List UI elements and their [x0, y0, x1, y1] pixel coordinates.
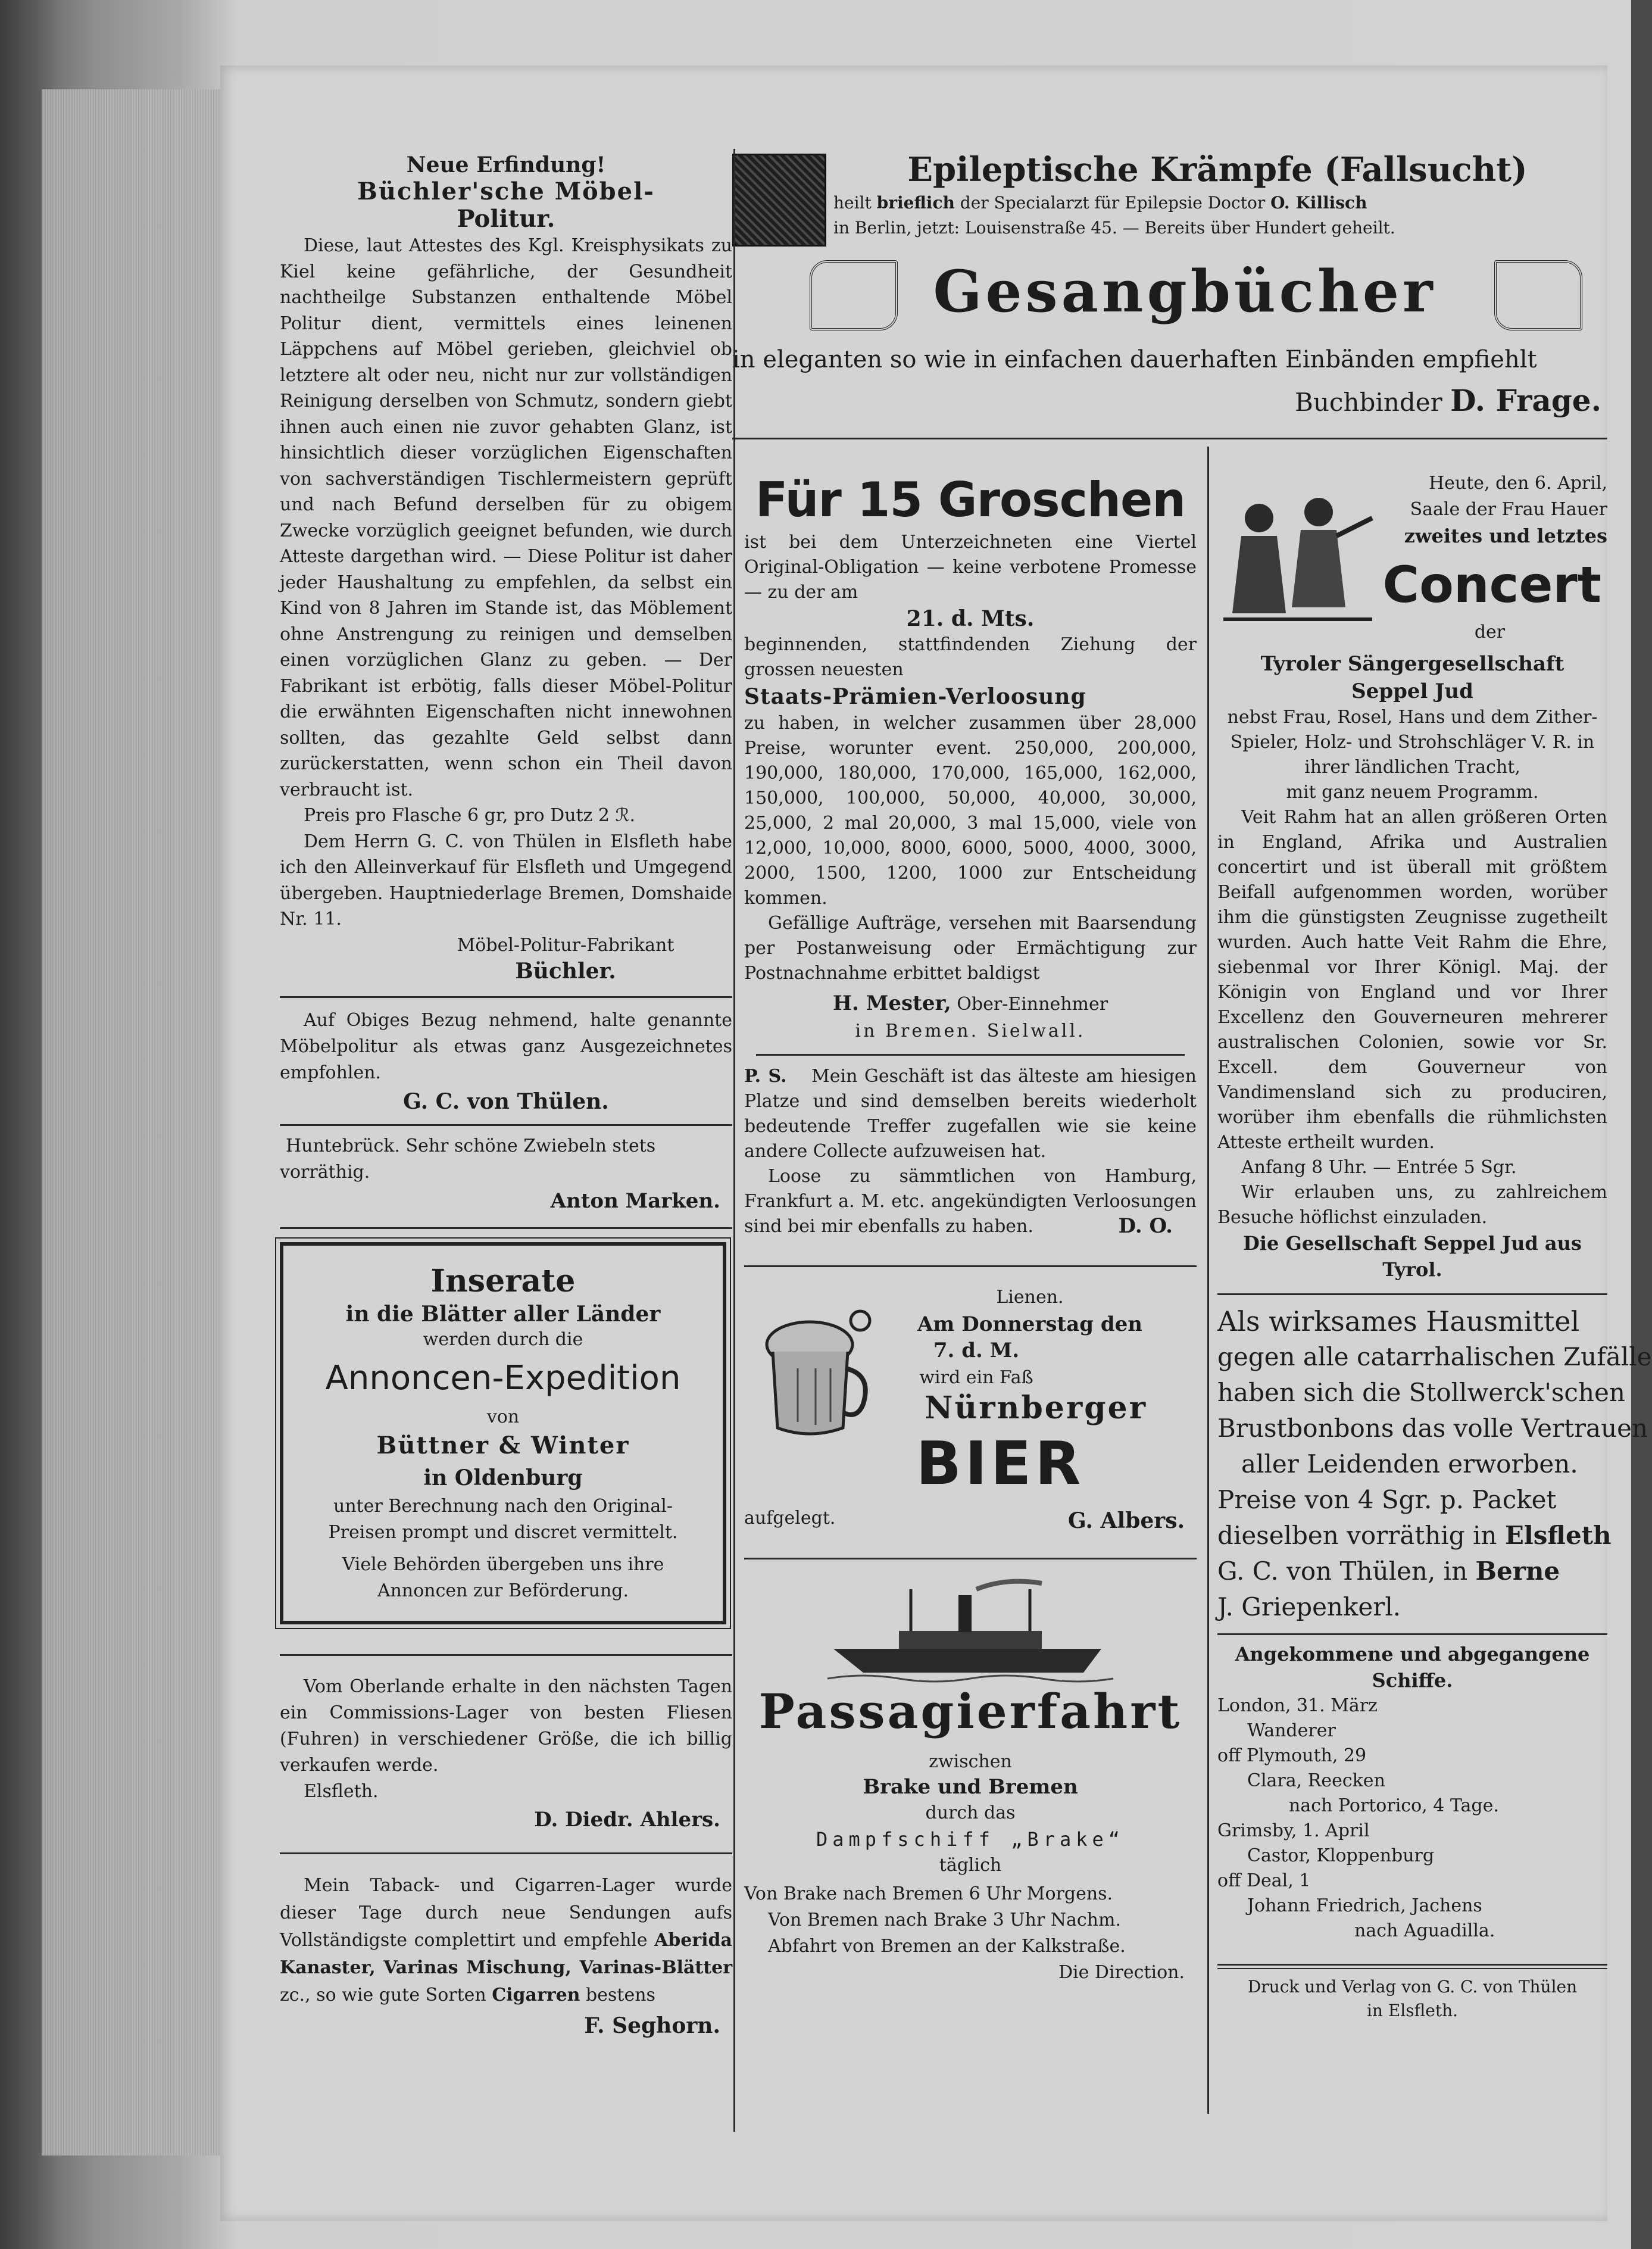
imprint	[1217, 1975, 1607, 2023]
ad-body-text: bestens	[586, 1984, 655, 2005]
ad-line: gegen alle catarrhalischen Zufälle	[1217, 1342, 1652, 1371]
annoncen-expedition-ad	[280, 1242, 726, 1624]
column-middle	[744, 470, 1197, 2072]
ad-group: Tyroler Sängergesellschaft	[1260, 652, 1564, 676]
ad-date: 21. d. Mts.	[906, 606, 1035, 631]
ad-body: zu haben, in welcher zusammen über 28,000 Preise, worunter event. 250,000, 200,000, 190,000, 180,000, 170,000, 165,000, 162,000, 150,000, 100,000, 50,000, 40,000, 30,000, 25,000, 2 mal 20,000, 3 mal 15,000, viele von 12,000, 10,000, 8000, 6000, 5000, 4000, 3000, 2000, 1500, 1200, 1000 zur Entscheidung kommen.	[744, 713, 1197, 909]
ad-body: unter Berechnung nach den Original-Preisen prompt und discret vermittelt.	[328, 1495, 678, 1543]
ad-line: täglich	[939, 1855, 1002, 1876]
divider	[744, 1265, 1197, 1267]
column-right	[1217, 470, 1652, 2023]
ad-line: der	[1474, 622, 1506, 642]
ship-entry: Castor, Kloppenburg	[1247, 1845, 1435, 1866]
ad-heading: Neue Erfindung!	[406, 152, 606, 177]
ship-arrivals	[1217, 1641, 1607, 1944]
ad-body-bold: brieflich	[876, 193, 955, 213]
thuelen-ad	[280, 1007, 732, 1117]
ad-heading: Passagierfahrt	[758, 1683, 1182, 1739]
ad-line-place: Elsfleth	[1504, 1521, 1612, 1550]
ship-entry: London, 31. März	[1217, 1695, 1378, 1716]
ad-line	[1217, 1518, 1612, 1554]
epilepsy-ad	[732, 149, 1607, 244]
ad-heading: Nürnberger	[924, 1390, 1148, 1426]
ad-body: in Berlin, jetzt: Louisenstraße 45. — Bereits über Hundert geheilt.	[833, 218, 1395, 238]
ad-signature-title: Möbel-Politur-Fabrikant	[457, 934, 674, 956]
ad-line-text: dieselben vorräthig in	[1217, 1521, 1497, 1550]
divider	[280, 1124, 732, 1126]
ad-signature: G. C. von Thülen.	[403, 1088, 609, 1114]
ship-entry: nach Aguadilla.	[1354, 1920, 1495, 1941]
ad-body: ist bei dem Unterzeichneten eine Viertel Original-Obligation — keine verbotene Promesse — zu der am	[744, 532, 1197, 603]
ad-body: mit ganz neuem Programm.	[1286, 782, 1539, 803]
divider	[280, 1654, 732, 1656]
ad-body: Vom Oberlande erhalte in den nächsten Tagen ein Commissions-Lager von besten Fliesen (Fuhren) in verschiedener Größe, die ich billig verkaufen werde.	[280, 1676, 732, 1776]
ship-entry: nach Portorico, 4 Tage.	[1289, 1795, 1499, 1816]
ad-firm: Büttner & Winter	[376, 1431, 630, 1459]
ad-line	[1217, 1554, 1607, 1589]
ad-signature: Anton Marken.	[550, 1189, 720, 1213]
epilepsy-text	[833, 149, 1601, 241]
fliesen-ad	[280, 1674, 732, 1835]
ad-line: Heute, den 6. April,	[1428, 473, 1607, 494]
ad-body: Anfang 8 Uhr. — Entrée 5 Sgr.	[1241, 1157, 1517, 1178]
ad-body-text: zc., so wie gute Sorten	[280, 1984, 486, 2005]
ad-body: in eleganten so wie in einfachen dauerhaften Einbänden empfiehlt	[732, 346, 1537, 373]
tyrolean-singers-icon	[1217, 494, 1378, 637]
ad-line: durch das	[925, 1802, 1016, 1823]
ad-schedule: Abfahrt von Bremen an der Kalkstraße.	[768, 1936, 1126, 1957]
ad-line: Als wirksames Hausmittel	[1217, 1305, 1580, 1337]
ad-line: wird ein Faß	[919, 1367, 1033, 1388]
gesangbuecher-ad	[732, 247, 1607, 461]
bier-ad	[744, 1285, 1197, 1541]
ad-signature: Die Gesellschaft Seppel Jud aus Tyrol.	[1243, 1232, 1582, 1281]
ad-place: in Oldenburg	[423, 1465, 583, 1490]
divider	[280, 1852, 732, 1854]
column-rule	[733, 149, 735, 2132]
ad-agency: Dem Herrn G. C. von Thülen in Elsfleth habe ich den Alleinverkauf für Elsfleth und Umgegend übergeben. Hauptniederlage Bremen, Domshaide Nr. 11.	[280, 831, 732, 929]
ad-line: 7. d. M.	[933, 1339, 1020, 1362]
ad-heading: Concert	[1382, 556, 1601, 614]
ad-postscript	[744, 1064, 1197, 1164]
ship-entry: off Deal, 1	[1217, 1870, 1311, 1891]
beer-mug-drawing	[756, 1309, 875, 1440]
concert-ad	[1217, 470, 1607, 1283]
ad-ps-text: Mein Geschäft ist das älteste am hiesigen Platze und sind demselben bereits wiederholt bedeutende Treffer zugefallen wie sie keine andere Collecte aufzuweisen hat.	[744, 1066, 1197, 1162]
ad-place: Lienen.	[996, 1287, 1064, 1308]
page-edges	[42, 89, 226, 2156]
ad-line: werden durch die	[423, 1328, 583, 1350]
ad-line: zwischen	[929, 1751, 1012, 1772]
ad-line: haben sich die Stollwerck'schen	[1217, 1378, 1625, 1407]
divider	[1217, 1293, 1607, 1295]
ad-body: Huntebrück. Sehr schöne Zwiebeln stets vorräthig.	[280, 1135, 656, 1183]
ad-heading: Gesangbücher	[933, 258, 1436, 325]
ad-body: nebst Frau, Rosel, Hans und dem Zither-Spieler, Holz- und Strohschläger V. R. in ihrer ländlichen Tracht,	[1227, 707, 1598, 778]
ad-ps-label: P. S.	[744, 1066, 787, 1087]
beer-mug-icon	[756, 1309, 875, 1440]
divider	[280, 996, 732, 998]
section-heading: Angekommene und abgegangene	[1235, 1643, 1590, 1665]
brustbonbons-ad	[1217, 1303, 1652, 1625]
ad-body: Viele Behörden übergeben uns ihre Annoncen zur Beförderung.	[342, 1554, 664, 1601]
ad-heading: Inserate	[430, 1262, 576, 1299]
ad-heading: Politur.	[457, 205, 555, 233]
ad-signature: Die Direction.	[1058, 1962, 1185, 1983]
imprint-line: in Elsfleth.	[1366, 2001, 1459, 2020]
zwiebeln-ad	[280, 1133, 732, 1216]
ad-line: aller Leidenden erworben.	[1241, 1449, 1578, 1478]
ad-line: Dampfschiff „Brake“	[816, 1828, 1125, 1851]
ad-body-text: der Specialarzt für Epilepsie Doctor	[960, 193, 1266, 213]
steamship-drawing	[827, 1577, 1113, 1685]
ad-line: Preise von 4 Sgr. p. Packet	[1217, 1485, 1557, 1514]
divider	[1217, 1964, 1607, 1966]
ad-heading: BIER	[916, 1428, 1085, 1498]
ad-line-place: Berne	[1475, 1556, 1560, 1586]
ornament-initial-icon	[732, 154, 826, 247]
ad-body: Auf Obiges Bezug nehmend, halte genannte Möbelpolitur als etwas ganz Ausgezeichnetes empfohlen.	[280, 1009, 732, 1083]
ship-entry: Clara, Reecken	[1247, 1770, 1385, 1791]
ad-place: Elsfleth.	[304, 1780, 379, 1802]
ad-line: in die Blätter aller Länder	[345, 1301, 661, 1327]
ornament-right-icon	[1494, 260, 1582, 330]
ad-signature-title: Buchbinder	[1295, 388, 1442, 417]
ad-line-text: G. C. von Thülen, in	[1217, 1556, 1468, 1586]
ad-leader: Seppel Jud	[1351, 679, 1473, 703]
ad-body-text: heilt	[833, 193, 872, 213]
passagierfahrt-ad	[744, 1571, 1197, 2072]
ship-entry: Grimsby, 1. April	[1217, 1820, 1370, 1841]
tyrolean-singers-drawing	[1217, 494, 1378, 637]
divider	[744, 1558, 1197, 1559]
ad-line: Am Donnerstag den	[917, 1312, 1142, 1336]
column-rule	[1207, 447, 1209, 2114]
ad-line: aufgelegt.	[744, 1508, 836, 1529]
divider	[1217, 1633, 1607, 1635]
ad-signature: D. Diedr. Ahlers.	[534, 1807, 720, 1832]
ad-heading: Büchler'sche Möbel-	[357, 177, 655, 205]
ad-line: J. Griepenkerl.	[1217, 1592, 1401, 1621]
ship-entry: off Plymouth, 29	[1217, 1745, 1367, 1766]
divider	[756, 1054, 1185, 1056]
ad-heading: Annoncen-Expedition	[325, 1358, 681, 1398]
ad-body: Veit Rahm hat an allen größeren Orten in England, Afrika und Australien concertirt und ist überall mit größtem Beifall aufgenommen worden, worüber ihm die günstigsten Zeugnisse zugetheilt wurden. Auch hatte Veit Rahm die Ehre, siebenmal vor Ihrer Königl. Maj. der Königin von England und vor Ihrer Excellenz den Gouverneuren mehrerer australischen Colonien, sowie vor Sr. Excell. dem Gouverneur von Vandimensland sich zu produciren, worüber ihm ebenfalls die rühmlichsten Atteste ertheilt wurden.	[1217, 807, 1607, 1153]
ad-signature: F. Seghorn.	[584, 2013, 720, 2038]
ad-body: Gefällige Aufträge, versehen mit Baarsendung per Postanweisung oder Ermächtigung zur Postnachnahme erbittet baldigst	[744, 913, 1197, 984]
ship-entry: Wanderer	[1247, 1720, 1336, 1741]
ad-place: in Bremen. Sielwall.	[855, 1021, 1086, 1041]
ad-doctor: O. Killisch	[1270, 193, 1367, 213]
ad-price: Preis pro Flasche 6 gr, pro Dutz 2 ℛ.	[304, 805, 636, 826]
ad-signature: G. Albers.	[1068, 1508, 1185, 1533]
ad-heading: Epileptische Krämpfe (Fallsucht)	[907, 150, 1528, 189]
ship-entry: Johann Friedrich, Jachens	[1247, 1895, 1482, 1916]
tabak-ad	[280, 1872, 732, 2042]
moebel-politur-ad	[280, 152, 732, 984]
ad-line: Brustbonbons das volle Vertrauen	[1217, 1414, 1648, 1443]
ad-product: Aberida Kanaster, Varinas Mischung, Varinas-Blätter	[280, 1929, 732, 1978]
ad-line: Brake und Bremen	[863, 1775, 1078, 1799]
ad-signature: Büchler.	[515, 958, 616, 984]
ad-signature	[744, 990, 1197, 1018]
ad-heading: Für 15 Groschen	[755, 472, 1186, 528]
ad-body	[833, 191, 1601, 216]
ad-postscript: Loose zu sämmtlichen von Hamburg, Frankfurt a. M. etc. angekündigten Verloosungen sind bei mir ebenfalls zu haben.	[744, 1166, 1197, 1237]
ad-signature-title: Ober-Einnehmer	[957, 994, 1108, 1015]
ad-subheading: Staats-Prämien-Verloosung	[744, 684, 1086, 709]
ad-body	[280, 1872, 732, 2009]
ad-schedule: Von Brake nach Bremen 6 Uhr Morgens.	[744, 1883, 1113, 1904]
ad-line: zweites und letztes	[1404, 525, 1607, 547]
divider	[1217, 1968, 1607, 1969]
steamship-icon	[827, 1577, 1113, 1685]
section-heading: Schiffe.	[1372, 1669, 1453, 1692]
ad-line: Saale der Frau Hauer	[1410, 499, 1607, 520]
ad-body: beginnenden, stattfindenden Ziehung der grossen neuesten	[744, 634, 1197, 680]
ad-signature-name: H. Mester,	[832, 991, 951, 1015]
ad-schedule: Von Bremen nach Brake 3 Uhr Nachm.	[768, 1910, 1121, 1930]
ad-product: Cigarren	[492, 1984, 580, 2005]
ornament-left-icon	[810, 260, 898, 330]
ship-list	[1217, 1693, 1607, 1944]
ad-body: Wir erlauben uns, zu zahlreichem Besuche höflichst einzuladen.	[1217, 1182, 1607, 1228]
ad-body-text: Mein Taback- und Cigarren-Lager wurde dieser Tage durch neue Sendungen aufs Vollständigste complettirt und empfehle	[280, 1874, 732, 1951]
lottery-ad	[744, 470, 1197, 1239]
ad-signature-name: D. Frage.	[1450, 383, 1601, 418]
imprint-line: Druck und Verlag von G. C. von Thülen	[1247, 1977, 1578, 1997]
column-left	[280, 152, 732, 2042]
divider	[732, 438, 1607, 439]
ad-signature	[1149, 383, 1601, 420]
ad-body: Diese, laut Attestes des Kgl. Kreisphysikats zu Kiel keine gefährliche, der Gesundheit nachtheilge Substanzen enthaltende Möbel Politur dient, vermittels eines leinenen Läppchens auf Möbel gerieben, gleichviel ob letztere alt oder neu, nicht nur zur vollständigen Reinigung derselben von Schmutz, sondern giebt ihnen auch einen nie zuvor gehabten Glanz, ist hinsichtlich dieser vorzüglichen Eigenschaften von sachverständigen Tischlermeistern geprüft und nach Befund derselben für zu obigem Zwecke vorzüglich geeignet befunden, wie durch Atteste dargethan wird. — Diese Politur ist daher jeder Haushaltung zu empfehlen, da selbst ein Kind von 8 Jahren im Stande ist, das Möblement ohne Anstrengung zu reinigen und demselben einen vorzüglichen Glanz zu geben. — Der Fabrikant ist erbötig, falls dieser Möbel-Politur die erwähnten Eigenschaften nicht innewohnen sollten, das gezahlte Geld selbst dann zurückerstatten, wenn schon ein Theil davon verbraucht ist.	[280, 235, 732, 800]
newspaper-page	[220, 65, 1652, 2221]
ad-signature: D. O.	[1118, 1214, 1173, 1238]
divider	[280, 1227, 732, 1229]
ad-line: von	[486, 1406, 520, 1427]
